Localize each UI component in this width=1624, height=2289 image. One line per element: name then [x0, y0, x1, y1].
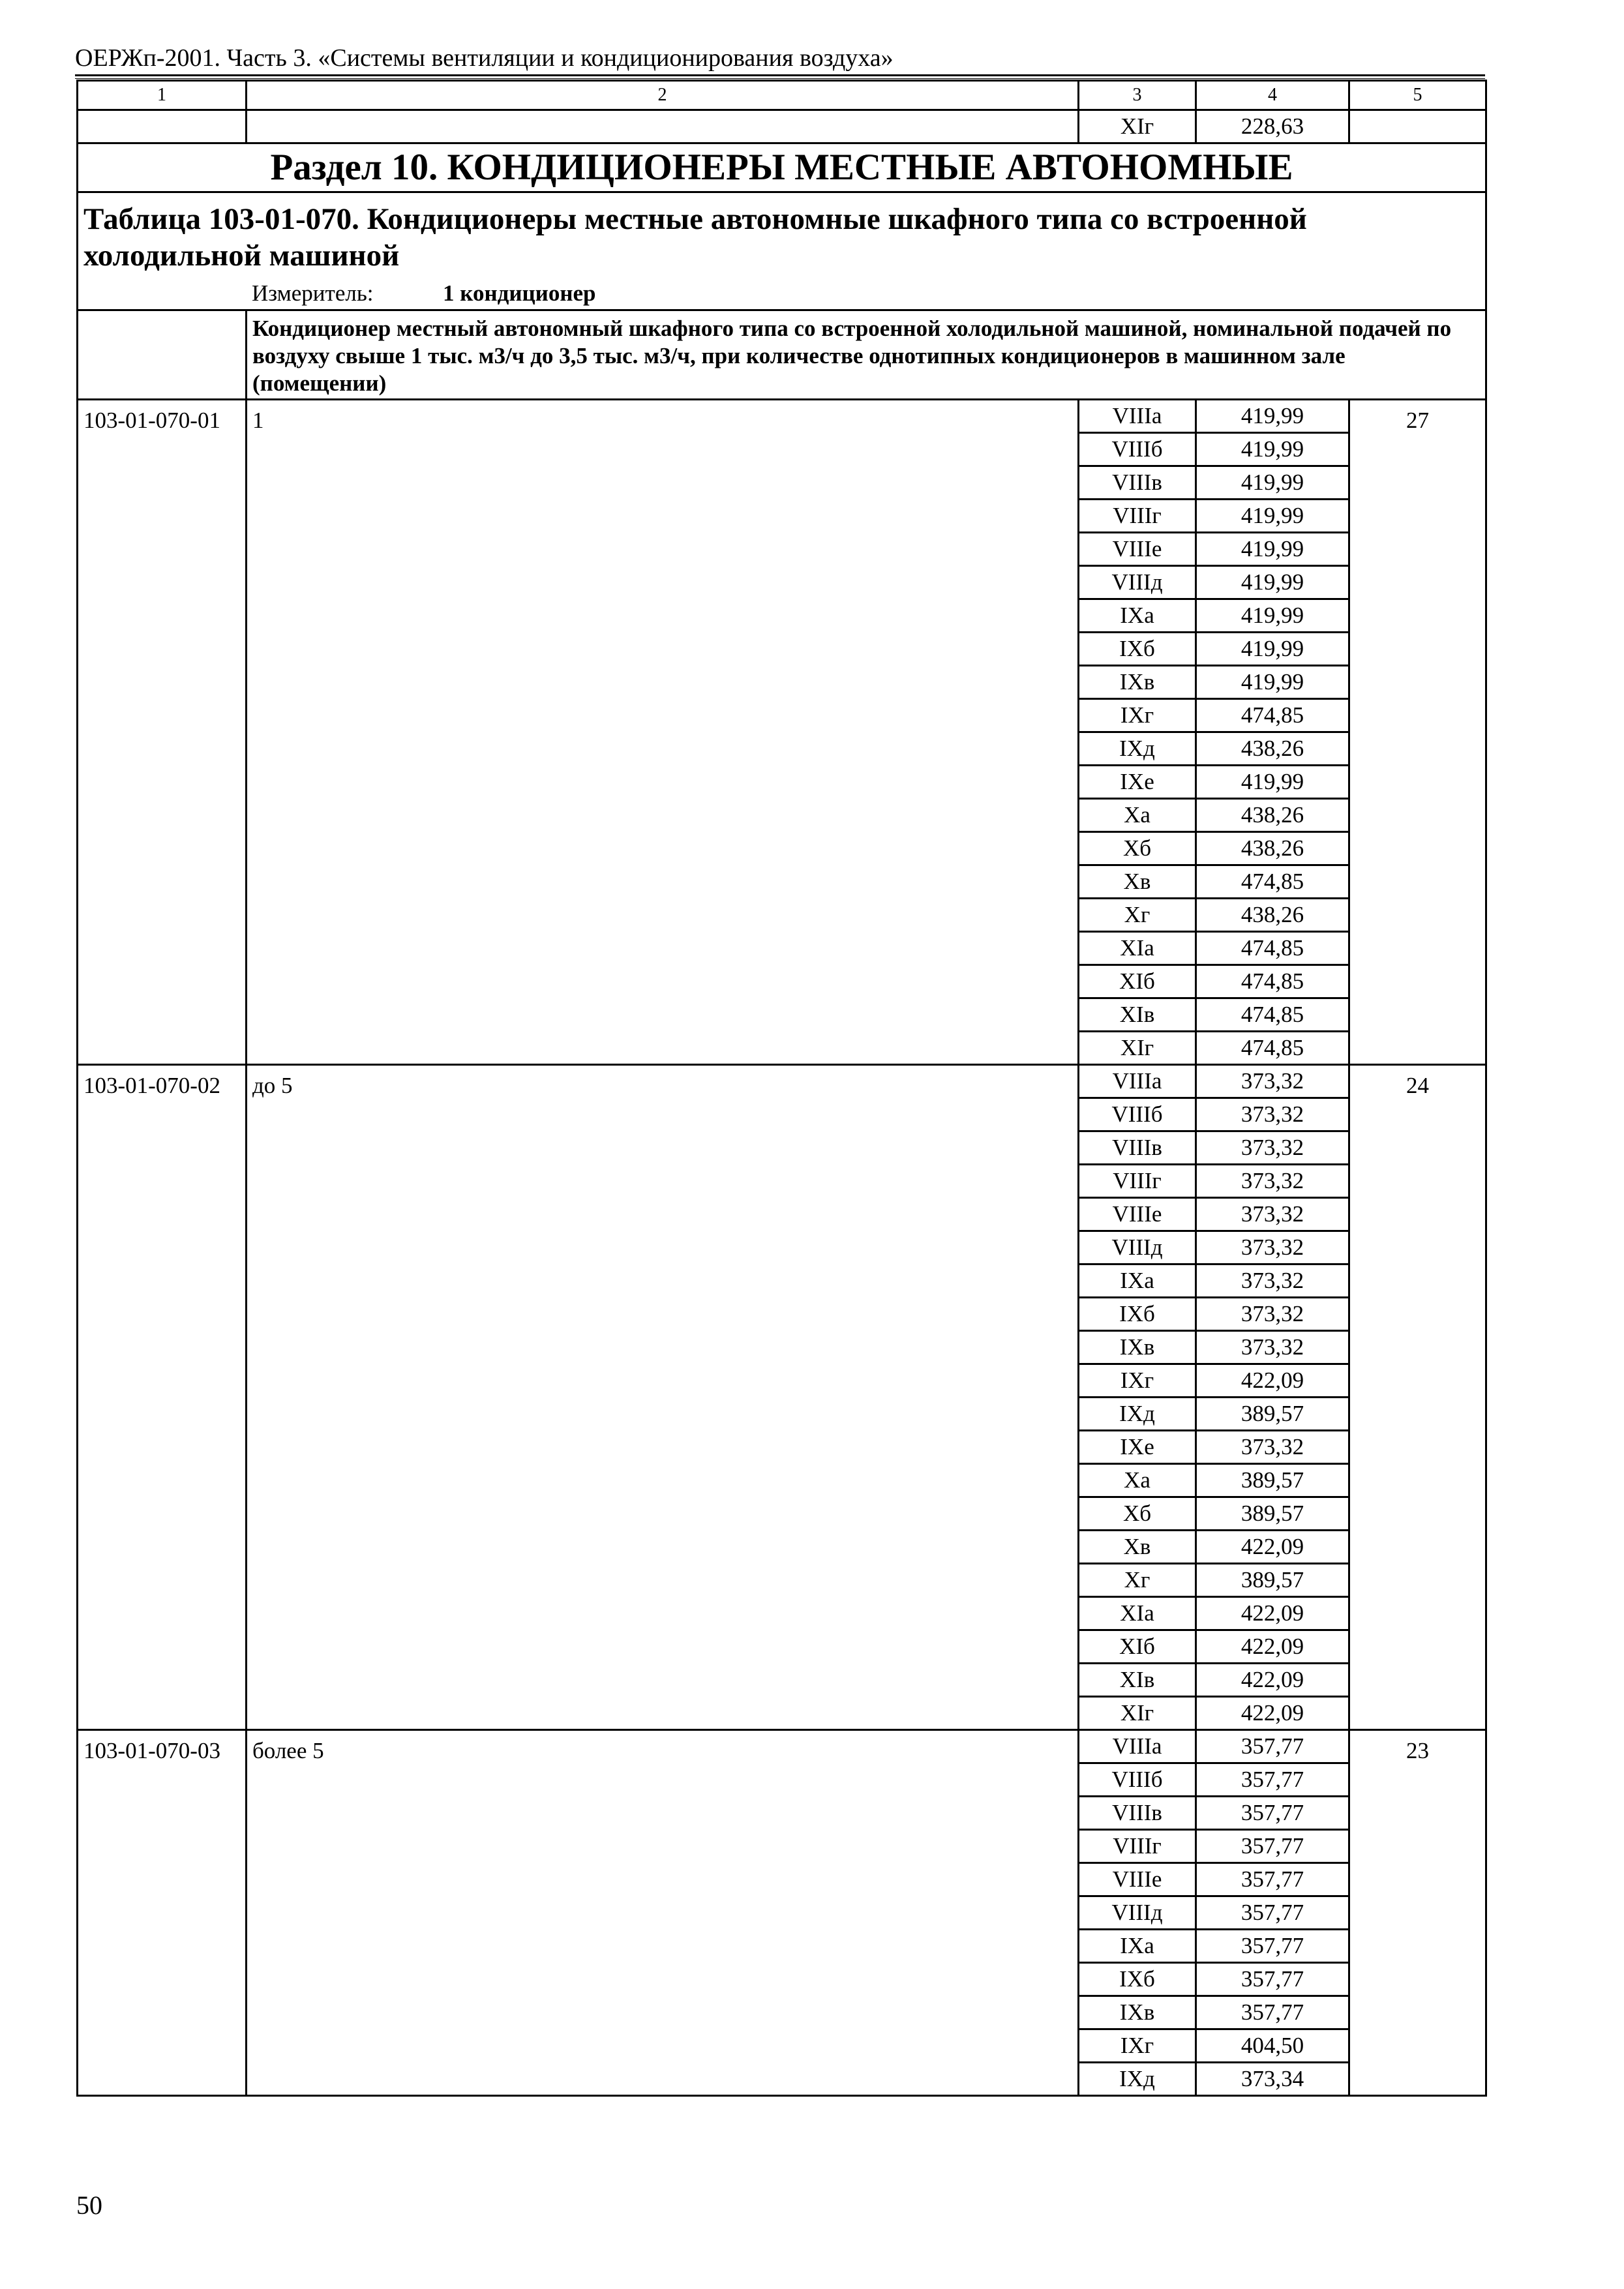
region-cell: XIв: [1079, 998, 1196, 1032]
region-cell: VIIIг: [1079, 1165, 1196, 1198]
page-number: 50: [76, 2191, 102, 2220]
region-cell: Xв: [1079, 1531, 1196, 1564]
item-description: Кондиционер местный автономный шкафного типа со встроенной холодильной машиной, номинальной подачей по воздуху свыше 1 тыс. м3/ч до 3,5 тыс. м3/ч, при количестве однотипных кондиционеров в машинном зале (помещении): [247, 310, 1486, 400]
value-cell: 228,63: [1196, 110, 1349, 143]
region-cell: IXг: [1079, 1364, 1196, 1398]
meter-label: Измеритель:: [252, 280, 374, 306]
region-cell: VIIIг: [1079, 1830, 1196, 1863]
value-cell: 419,99: [1196, 599, 1349, 633]
column-number-row: [78, 81, 1486, 110]
region-cell: VIIIб: [1079, 1763, 1196, 1797]
region-cell: Xб: [1079, 1497, 1196, 1531]
region-cell: XIб: [1079, 1630, 1196, 1664]
value-cell: 438,26: [1196, 732, 1349, 766]
region-cell: VIIIв: [1079, 466, 1196, 500]
region-cell: VIIIв: [1079, 1797, 1196, 1830]
region-cell: VIIIе: [1079, 1863, 1196, 1896]
region-cell: XIг: [1079, 110, 1196, 143]
value-cell: 419,99: [1196, 466, 1349, 500]
value-cell: 357,77: [1196, 1830, 1349, 1863]
value-cell: 389,57: [1196, 1497, 1349, 1531]
section-title: Раздел 10. КОНДИЦИОНЕРЫ МЕСТНЫЕ АВТОНОМНЫЕ: [78, 143, 1486, 192]
value-cell: 474,85: [1196, 699, 1349, 732]
region-cell: Xа: [1079, 1464, 1196, 1497]
meter-cell: [78, 279, 1486, 310]
value-cell: 373,32: [1196, 1331, 1349, 1364]
region-cell: IXе: [1079, 766, 1196, 799]
region-cell: Xг: [1079, 899, 1196, 932]
region-cell: IXв: [1079, 666, 1196, 699]
value-cell: 373,32: [1196, 1264, 1349, 1298]
item-code: 103-01-070-02: [78, 1065, 247, 1730]
value-cell: 438,26: [1196, 899, 1349, 932]
value-cell: 474,85: [1196, 865, 1349, 899]
region-cell: VIIIб: [1079, 433, 1196, 466]
region-cell: XIа: [1079, 1597, 1196, 1630]
region-cell: IXе: [1079, 1431, 1196, 1464]
region-cell: VIIIд: [1079, 566, 1196, 599]
value-cell: 419,99: [1196, 766, 1349, 799]
value-cell: 422,09: [1196, 1364, 1349, 1398]
description-row: [78, 310, 1486, 400]
value-cell: 422,09: [1196, 1664, 1349, 1697]
item-parameter: более 5: [247, 1730, 1079, 2096]
value-cell: 373,32: [1196, 1198, 1349, 1231]
value-cell: 422,09: [1196, 1630, 1349, 1664]
value-cell: 419,99: [1196, 400, 1349, 433]
region-cell: Xг: [1079, 1564, 1196, 1597]
value-cell: 419,99: [1196, 433, 1349, 466]
page-header-title: ОЕРЖп-2001. Часть 3. «Системы вентиляции и кондиционирования воздуха»: [75, 44, 894, 72]
value-cell: 357,77: [1196, 1763, 1349, 1797]
region-cell: IXа: [1079, 1264, 1196, 1298]
region-cell: IXб: [1079, 1298, 1196, 1331]
region-cell: IXб: [1079, 1963, 1196, 1996]
item-column5: 24: [1349, 1065, 1486, 1730]
value-cell: 373,34: [1196, 2063, 1349, 2096]
value-cell: 422,09: [1196, 1697, 1349, 1730]
value-cell: 357,77: [1196, 1730, 1349, 1763]
value-cell: 438,26: [1196, 799, 1349, 832]
value-cell: 373,32: [1196, 1298, 1349, 1331]
region-cell: Xа: [1079, 799, 1196, 832]
column-number: 5: [1349, 81, 1486, 110]
region-cell: VIIIв: [1079, 1131, 1196, 1165]
value-cell: 373,32: [1196, 1431, 1349, 1464]
estimate-table-body: [78, 81, 1486, 2096]
item-parameter: 1: [247, 400, 1079, 1065]
table-row: [78, 400, 1486, 433]
region-cell: XIа: [1079, 932, 1196, 965]
region-cell: VIIIе: [1079, 533, 1196, 566]
region-cell: Xв: [1079, 865, 1196, 899]
value-cell: 357,77: [1196, 1797, 1349, 1830]
region-cell: XIг: [1079, 1697, 1196, 1730]
value-cell: 357,77: [1196, 1996, 1349, 2029]
value-cell: 404,50: [1196, 2029, 1349, 2063]
carryover-row: [78, 110, 1486, 143]
region-cell: IXв: [1079, 1331, 1196, 1364]
region-cell: XIг: [1079, 1032, 1196, 1065]
empty-cell: [78, 310, 247, 400]
region-cell: IXв: [1079, 1996, 1196, 2029]
region-cell: XIб: [1079, 965, 1196, 998]
region-cell: Xб: [1079, 832, 1196, 865]
empty-cell: [247, 110, 1079, 143]
value-cell: 422,09: [1196, 1597, 1349, 1630]
region-cell: IXг: [1079, 2029, 1196, 2063]
value-cell: 419,99: [1196, 500, 1349, 533]
region-cell: IXд: [1079, 2063, 1196, 2096]
column-number: 4: [1196, 81, 1349, 110]
value-cell: 357,77: [1196, 1963, 1349, 1996]
estimate-table: [76, 80, 1487, 2097]
value-cell: 422,09: [1196, 1531, 1349, 1564]
value-cell: 419,99: [1196, 533, 1349, 566]
region-cell: VIIIг: [1079, 500, 1196, 533]
region-cell: VIIIе: [1079, 1198, 1196, 1231]
region-cell: VIIIа: [1079, 400, 1196, 433]
table-title: Таблица 103-01-070. Кондиционеры местные автономные шкафного типа со встроенной холодильной машиной: [78, 192, 1486, 280]
region-cell: XIв: [1079, 1664, 1196, 1697]
region-cell: VIIIа: [1079, 1730, 1196, 1763]
item-parameter: до 5: [247, 1065, 1079, 1730]
table-row: [78, 1065, 1486, 1098]
region-cell: IXд: [1079, 1398, 1196, 1431]
value-cell: 389,57: [1196, 1564, 1349, 1597]
value-cell: 357,77: [1196, 1863, 1349, 1896]
value-cell: 474,85: [1196, 932, 1349, 965]
table-title-row: [78, 192, 1486, 280]
region-cell: VIIIб: [1079, 1098, 1196, 1131]
header-rule: [75, 74, 1485, 76]
value-cell: 389,57: [1196, 1398, 1349, 1431]
value-cell: 474,85: [1196, 998, 1349, 1032]
region-cell: VIIIд: [1079, 1896, 1196, 1930]
meter-value: 1 кондиционер: [443, 280, 596, 306]
region-cell: VIIIа: [1079, 1065, 1196, 1098]
value-cell: 373,32: [1196, 1065, 1349, 1098]
column-number: 1: [78, 81, 247, 110]
empty-cell: [1349, 110, 1486, 143]
value-cell: 419,99: [1196, 566, 1349, 599]
value-cell: 474,85: [1196, 965, 1349, 998]
table-row: [78, 1730, 1486, 1763]
region-cell: IXд: [1079, 732, 1196, 766]
region-cell: IXа: [1079, 599, 1196, 633]
header-rule-thin: [75, 78, 1485, 79]
column-number: 2: [247, 81, 1079, 110]
column-number: 3: [1079, 81, 1196, 110]
value-cell: 357,77: [1196, 1930, 1349, 1963]
item-column5: 23: [1349, 1730, 1486, 2096]
value-cell: 419,99: [1196, 666, 1349, 699]
region-cell: IXа: [1079, 1930, 1196, 1963]
empty-cell: [78, 110, 247, 143]
region-cell: VIIIд: [1079, 1231, 1196, 1264]
value-cell: 474,85: [1196, 1032, 1349, 1065]
value-cell: 419,99: [1196, 633, 1349, 666]
meter-row: [78, 279, 1486, 310]
value-cell: 373,32: [1196, 1231, 1349, 1264]
value-cell: 373,32: [1196, 1098, 1349, 1131]
value-cell: 373,32: [1196, 1131, 1349, 1165]
item-code: 103-01-070-01: [78, 400, 247, 1065]
value-cell: 438,26: [1196, 832, 1349, 865]
item-column5: 27: [1349, 400, 1486, 1065]
region-cell: IXб: [1079, 633, 1196, 666]
value-cell: 389,57: [1196, 1464, 1349, 1497]
region-cell: IXг: [1079, 699, 1196, 732]
value-cell: 373,32: [1196, 1165, 1349, 1198]
section-title-row: [78, 143, 1486, 192]
value-cell: 357,77: [1196, 1896, 1349, 1930]
item-code: 103-01-070-03: [78, 1730, 247, 2096]
